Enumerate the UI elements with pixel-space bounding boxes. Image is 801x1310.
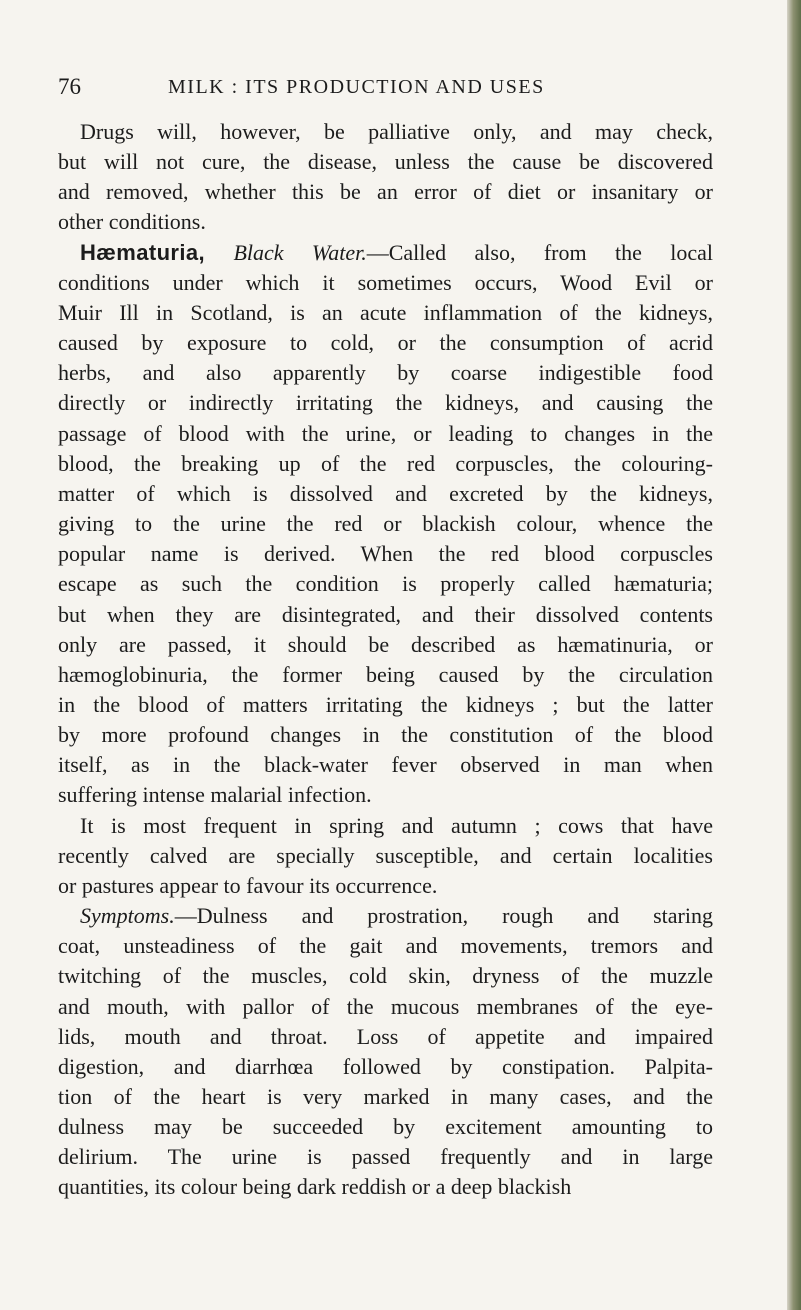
page-edge xyxy=(787,0,801,1310)
text-line: tion of the heart is very marked in many cases, and the xyxy=(58,1084,713,1109)
paragraph-haematuria xyxy=(58,238,713,811)
text-line xyxy=(58,901,713,931)
text-line: Drugs will, however, be palliative only, and may check, xyxy=(80,119,713,144)
text-fragment: —Called also, from the local xyxy=(366,239,714,265)
text-line: and mouth, with pallor of the mucous membranes of the eye- xyxy=(58,993,713,1019)
text-line: only are passed, it should be described as hæmatinuria, or xyxy=(58,631,713,657)
symptoms-heading: Symptoms. xyxy=(80,903,175,929)
text-line: herbs, and also apparently by coarse indigestible food xyxy=(58,360,713,386)
text-line: by more profound changes in the constitution of the blood xyxy=(58,722,713,748)
paragraph-frequency xyxy=(58,811,713,901)
running-title: MILK : ITS PRODUCTION AND USES xyxy=(168,76,545,98)
page-number: 76 xyxy=(58,74,81,99)
section-heading: Hæmaturia, xyxy=(80,239,206,265)
paragraph-symptoms xyxy=(58,901,713,1203)
text-line: recently calved are specially susceptible, and certain localities xyxy=(58,842,713,868)
paragraph-drugs xyxy=(58,117,713,238)
text-line: but when they are disintegrated, and their dissolved contents xyxy=(58,601,713,627)
text-line: itself, as in the black-water fever observed in man when xyxy=(58,752,713,778)
text-line: but will not cure, the disease, unless the cause be discovered xyxy=(58,149,713,175)
text-line: twitching of the muscles, cold skin, dryness of the muzzle xyxy=(58,963,713,989)
text-line: digestion, and diarrhœa followed by constipation. Palpita- xyxy=(58,1053,713,1079)
text-line: Muir Ill in Scotland, is an acute inflammation of the kidneys, xyxy=(58,299,713,325)
text-line: giving to the urine the red or blackish colour, whence the xyxy=(58,511,713,537)
text-line: directly or indirectly irritating the kidneys, and causing the xyxy=(58,390,713,416)
text-line: suffering intense malarial infection. xyxy=(58,782,372,808)
text-line: lids, mouth and throat. Loss of appetite and impaired xyxy=(58,1023,713,1049)
text-line: escape as such the condition is properly called hæmaturia; xyxy=(58,571,713,597)
text-line: blood, the breaking up of the red corpuscles, the colouring- xyxy=(58,450,713,476)
text-line: matter of which is dissolved and excreted by the kidneys, xyxy=(58,480,713,506)
section-subtitle: Black Water. xyxy=(233,239,367,265)
text-fragment: —Dulness and prostration, rough and staring xyxy=(174,903,713,929)
page-header xyxy=(58,70,733,104)
text-line: delirium. The urine is passed frequently and in large xyxy=(58,1144,713,1170)
text-line xyxy=(58,238,713,268)
text-line: and removed, whether this be an error of diet or insanitary or xyxy=(58,179,713,205)
text-line: other conditions. xyxy=(58,209,206,235)
text-line: caused by exposure to cold, or the consumption of acrid xyxy=(58,330,713,356)
text-line: conditions under which it sometimes occurs, Wood Evil or xyxy=(58,269,713,295)
text-line: in the blood of matters irritating the kidneys ; but the latter xyxy=(58,691,713,717)
body-text xyxy=(58,117,713,1203)
text-line: dulness may be succeeded by excitement amounting to xyxy=(58,1114,713,1140)
text-line: popular name is derived. When the red blood corpuscles xyxy=(58,541,713,567)
text-line: passage of blood with the urine, or leading to changes in the xyxy=(58,420,713,446)
text-line: hæmoglobinuria, the former being caused by the circulation xyxy=(58,661,713,687)
text-line: or pastures appear to favour its occurrence. xyxy=(58,872,438,898)
text-line: It is most frequent in spring and autumn ; cows that have xyxy=(80,812,713,838)
text-line: quantities, its colour being dark reddish or a deep blackish xyxy=(58,1174,572,1200)
text-line: coat, unsteadiness of the gait and movements, tremors and xyxy=(58,933,713,959)
